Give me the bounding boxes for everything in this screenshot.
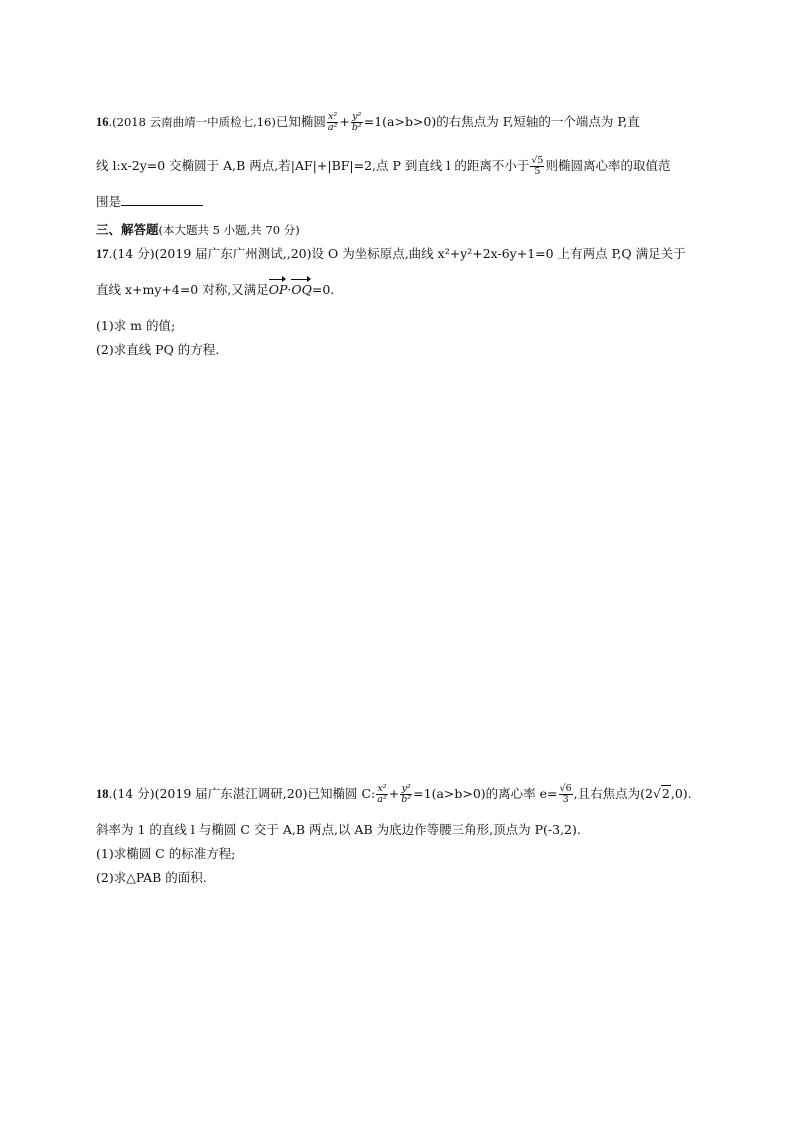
q16-text-e: 围是 (96, 194, 122, 209)
q17-part1: (1)求 m 的值; (96, 318, 176, 333)
section-3-heading (96, 220, 300, 238)
section-3-title: 三、解答题 (96, 222, 159, 237)
q16-text-a: 已知椭圆 (275, 114, 326, 129)
q18-text-b: =1(a>b>0)的离心率 e= (413, 786, 558, 801)
q16-text-b: =1(a>b>0)的右焦点为 F,短轴的一个端点为 P,直 (363, 114, 640, 129)
section-3-note: (本大题共 5 小题,共 70 分) (158, 223, 300, 237)
q16-fraction-x: $\frac{\text{x²}}{\text{a²}}$ (327, 111, 338, 133)
q16-text-c: 线 l:x-2y=0 交椭圆于 A,B 两点,若|AF|+|BF|=2,点 P 到直线 l 的距离不小于 (96, 158, 530, 173)
q16-answer-blank (121, 193, 203, 206)
q17-line1 (96, 244, 686, 262)
q17-text-a: .(14 分)(2019 届广东广州测试,,20)设 O 为坐标原点,曲线 x²+y²+2x-6y+1=0 上有两点 P,Q 满足关于 (108, 246, 686, 261)
q18-fraction-y: $\frac{\text{y²}}{\text{b²}}$ (401, 783, 412, 805)
q18-text-d: ,0). (670, 786, 692, 801)
q18-part2: (2)求△PAB 的面积. (96, 870, 207, 885)
q17-vector-oq: OQ (291, 282, 312, 297)
q17-part2: (2)求直线 PQ 的方程. (96, 342, 220, 357)
q16-text-d: 则椭圆离心率的取值范 (545, 158, 671, 173)
q18-sqrt2: √2 (652, 786, 670, 801)
q18-fraction-sqrt6: $\frac{√6}{3}$ (559, 783, 572, 805)
q17-text-c: =0. (311, 282, 335, 297)
q18-part1: (1)求椭圆 C 的标准方程; (96, 846, 236, 861)
q17-dot: · (287, 282, 292, 297)
q18-fraction-x: $\frac{\text{x²}}{\text{a²}}$ (377, 783, 387, 805)
q16-fraction-y: $\frac{\text{y²}}{\text{b²}}$ (351, 111, 362, 133)
q16-fraction-sqrt5: $\frac{√5}{5}$ (531, 155, 544, 177)
q16-source: .(2018 云南曲靖一中质检七,16) (108, 115, 276, 129)
q18-plus: + (388, 786, 400, 801)
q18-text-c: ,且右焦点为(2 (573, 786, 653, 801)
q17-line2 (96, 280, 334, 298)
q16-line2 (96, 156, 670, 177)
q16-line1 (96, 112, 640, 133)
q16-line3 (96, 192, 203, 210)
q18-number: 18 (96, 787, 109, 801)
q18-line1 (96, 784, 692, 805)
q18-line2: 斜率为 1 的直线 l 与椭圆 C 交于 A,B 两点,以 AB 为底边作等腰三角形,顶点为 P(-3,2). (96, 822, 581, 837)
q18-text-a: .(14 分)(2019 届广东湛江调研,20)已知椭圆 C: (108, 786, 376, 801)
q17-number: 17 (96, 247, 109, 261)
q16-plus: + (339, 114, 350, 129)
q16-number: 16 (96, 115, 109, 129)
q17-vector-op: OP (268, 282, 288, 297)
q17-text-b: 直线 x+my+4=0 对称,又满足 (96, 282, 269, 297)
